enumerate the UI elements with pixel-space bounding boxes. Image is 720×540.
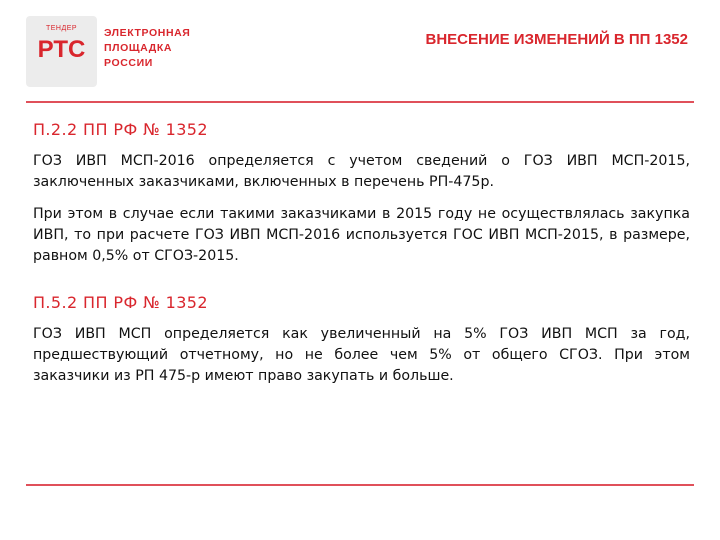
logo (26, 16, 97, 87)
logo-caption-line: ПЛОЩАДКА (104, 42, 173, 54)
paragraph: ГОЗ ИВП МСП определяется как увеличенный на 5% ГОЗ ИВП МСП за год, предшествующий отчетному, но не более чем 5% от общего СГОЗ. При этом заказчики из РП 475-р имеют право закупать и больше. (33, 326, 690, 384)
page-title: ВНЕСЕНИЕ ИЗМЕНЕНИЙ В ПП 1352 (425, 31, 688, 48)
logo-big-text: РТС (37, 36, 86, 63)
section-heading: П.2.2 ПП РФ № 1352 (33, 120, 208, 139)
paragraph: При этом в случае если такими заказчиками в 2015 году не осуществлялась закупка ИВП, то при расчете ГОЗ ИВП МСП-2016 используется ГОС ИВП МСП-2015, в размере, равном 0,5% от СГОЗ-2015. (33, 206, 690, 264)
logo-small-text: ТЕНДЕР (45, 25, 78, 32)
slide-content (33, 120, 690, 398)
logo-caption-line: ЭЛЕКТРОННАЯ (104, 27, 191, 39)
bottom-divider (26, 484, 694, 486)
section-heading: П.5.2 ПП РФ № 1352 (33, 293, 208, 312)
logo-caption-line: РОССИИ (104, 57, 153, 69)
logo-caption (104, 26, 190, 71)
top-divider (26, 101, 694, 103)
paragraph: ГОЗ ИВП МСП-2016 определяется с учетом сведений о ГОЗ ИВП МСП-2015, заключенных заказчиками, включенных в перечень РП-475р. (33, 153, 690, 190)
